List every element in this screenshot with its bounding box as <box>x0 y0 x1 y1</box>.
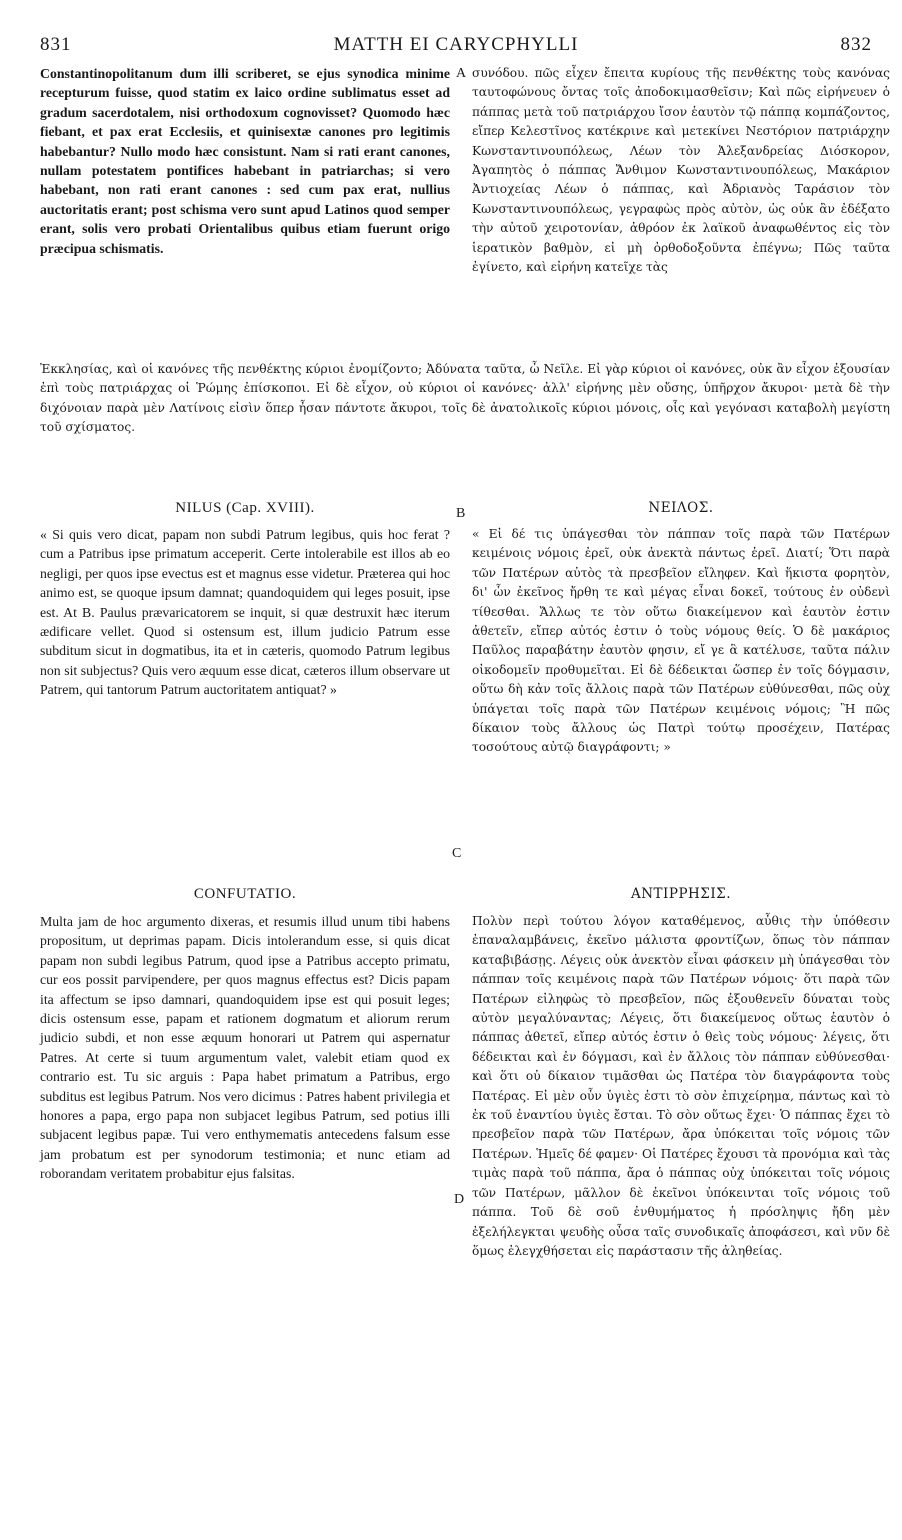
margin-marker-c: C <box>452 846 462 861</box>
running-title: MATTH EI CARYCPHYLLI <box>333 34 579 55</box>
margin-marker-b: B <box>456 506 466 521</box>
nilus-heading-greek: ΝΕΙΛΟΣ. <box>648 500 714 516</box>
confutatio-heading-greek: ΑΝΤΙΡΡΗΣΙΣ. <box>630 886 732 902</box>
greek-full-width-paragraph: Ἐκκλησίας, καὶ οἱ κανόνες τῆς πενθέκτης κύριοι ἐνομίζοντο; Ἀδύνατα ταῦτα, ὦ Νεῖλε. Εἰ γὰρ κύριοι οἱ κανόνες, οὐκ ἂν εἶχον ἐξουσίαν ἐπὶ τοὺς πατριάρχας οἱ Ῥώμης ἐπίσκοποι. Εἰ δὲ εἶχον, οὐ κύριοι οἱ κανόνες· ἀλλ' εἰρήνης μὲν οὔσης, ὑπῆρχον ἄκυροι· μετὰ δὲ τὴν διχόνοιαν παρὰ μὲν Λατίνοις εἰσὶν ὅπερ ἦσαν πάντοτε ἄκυροι, τοῖς δὲ ἀνατολικοῖς κύριοι μόνοις, οἷς καὶ γεγόνασι καταβολὴ μεγίστη τοῦ σχίσματος. <box>40 362 890 435</box>
page-number-left: 831 <box>40 34 72 55</box>
nilus-heading-latin: NILUS (Cap. XVIII). <box>175 500 315 516</box>
confutatio-latin-text: Multa jam de hoc argumento dixeras, et resumis illud unum tibi habens propositum, ut deprimas papam. Dicis intolerandum esse, si quis dicat papam non subdi legibus Patrum, quod ipse a Patribus accepto primatu, cur eos possit parvipendere, per quos magnus effectus est? Dicis papam ita affectum se ipso damnari, quandoquidem ipse est qui posuit leges; dicis ostensum esse, papam et rationem dogmatum et aliorum rerum judicio subdi, et non esse æquum honorari ut Patrem qui aspernatur Patres. At certe si tuum argumentum valet, valebit etiam quod ex contrario est. Tu sic arguis : Papa habet primatum a Patribus, ergo subditus est legibus Patrum. Nos vero dicimus : Patres habent privilegia et honores a papa, ergo papa non subjacet legibus Patrum, sed potius illi subjacent legibus papæ. Tui vero enthymematis antecedens falsum esse jam probatum est per synodorum testimonia; et nunc etiam ad roborandam veritatem probabitur ejus falsitas. <box>40 914 451 1182</box>
nilus-latin-text: « Si quis vero dicat, papam non subdi Patrum legibus, quis hoc ferat ? cum a Patribus ipse primatum acceperit. Certe intolerabile est illos ab eo negligi, per quos ipse evectus est et magnus esse videtur. Præterea qui hoc animo est, se quoque ipsum damnat; quandoquidem qui leges posuit, ipse est. At B. Paulus prævaricatorem se inquit, si quæ destruxit hæc iterum ædificare vellet. Quod si ostensum est, illum judicio Patrum esse subditum sicut in dogmatibus, ita et in cæteris, quomodo Patrum legibus non sit subjectus? Quis vero æquum esse dicat, cæteros illum observare ut Patrem, qui tantorum Patrum auctoritatem antiquat? » <box>40 527 450 698</box>
confutatio-heading-latin: CONFUTATIO. <box>193 886 297 902</box>
greek-continuation-paragraph: συνόδου. πῶς εἶχεν ἔπειτα κυρίους τῆς πενθέκτης τοὺς κανόνας ταυτοφώνους ὄντας τοῖς ἀποδοκιμασθεῖσιν; Καὶ πῶς εἰρήνευεν ὁ πάππας μετὰ τοῦ πατριάρχου ἴσον ἑαυτὸν τῷ πάππᾳ κομπάζοντος, εἴπερ Κελεστῖνος κατέκρινε καὶ μετεκίνει Νεστόριον πατριάρχην Κωνσταντινουπόλεως, Λέων τὸν Ἀλεξανδρείας Διόσκορον, Ἀγαπητὸς ὁ πάππας Ἄνθιμον Κωνσταντινουπόλεως, Μακάριον Ἀντιοχείας Λέων ὁ πάππας, καὶ Ἀδριανὸς Ταράσιον τὸν Κωνσταντινουπόλεως, γεγραφὼς πρὸς αὐτὸν, ὡς οὐκ ἂν ἐδέξατο τὴν αὐτοῦ χειροτονίαν, ἀθρόον ἐκ λαϊκοῦ ἀναφωθέντος εἰς τὸν ἱερατικὸν βαθμὸν, εἰ μὴ ὀρθοδοξοῦντα ἐπέγνω; Πῶς ταῦτα ἐγίνετο, καὶ εἰρήνη κατεῖχε τὰς <box>472 66 890 275</box>
confutatio-greek-text: Πολὺν περὶ τούτου λόγον καταθέμενος, αὖθις τὴν ὑπόθεσιν ἐπαναλαμβάνεις, ἐκεῖνο μάλιστα φροντίζων, ὅπως τὸν πάππαν καταβιβάσῃς. Λέγεις οὐκ ἀνεκτὸν εἶναι φάσκειν μὴ ὑπάγεσθαι τὸν πάππαν τοῖς κειμένοις παρὰ τῶν Πατέρων νόμοις· ὅτι παρὰ τῶν Πατέρων εἰληφὼς τὸ πρεσβεῖον, πῶς ἐξουθενεῖν δύναται τοὺς αὐτὸν μεγαλύναντας; Λέγεις, ὅτι διακείμενος οὕτως ἑαυτὸν ὁ πάππας ἀθετεῖ, εἴπερ αὐτός ἐστιν ὁ θεὶς τοὺς νόμους· λέγεις, ὅτι δέδεικται καὶ ἐν δόγμασι, καὶ ἐν ἄλλοις τὸν πάππαν εὐθύνεσθαι· καὶ ὅτι οὐ δίκαιον τιμᾶσθαι ὡς Πατέρα τὸν διαγράφοντα τοὺς Πατέρας. Εἰ μὲν οὖν ὑγιὲς ἐστι τὸ σὸν ἐπιχείρημα, πάντως καὶ τὸ ἐκ τοῦ ἐναντίου ὑγιὲς ἔσται. Τὸ σὸν οὕτως ἔχει· Ὁ πάππας ἔχει τὸ πρεσβεῖον παρὰ τῶν Πατέρων, ἄρα ὑπόκειται τοῖς νόμοις τῶν Πατέρων. Ἡμεῖς δέ φαμεν· Οἱ Πατέρες ἔχουσι τὰ προνόμια καὶ τὰς τιμὰς παρὰ τοῦ πάππα, ἄρα ὁ πάππας οὐχ ὑπόκειται τοῖς νόμοις τῶν Πατέρων, μᾶλλον δὲ ἐκεῖνοι ὑπόκεινται τοῖς νόμοις τοῦ πάππα. Τοῦ δὲ σοῦ ἐνθυμήματος ἡ πρόσληψις ἤδη μὲν ἐξελήλεγκται ψευδὴς οὖσα ταῖς συνοδικαῖς ἀποφάσεσι, καὶ νῦν δὲ ὅμως ἐλεγχθήσεται εἰς παράστασιν τῆς ἀληθείας. <box>472 914 890 1258</box>
margin-marker-d: D <box>454 1192 465 1207</box>
page-number-right: 832 <box>840 34 872 55</box>
running-header <box>40 34 872 58</box>
latin-continuation-paragraph: Constantinopolitanum dum illi scriberet, se ejus synodica minime recepturum fuisse, quod statim ex laico ordine sublimatus esset ad gradum sacerdotalem, nisi orthodoxum cognovisset? Quomodo hæc fiebant, et pax erat Ecclesiis, et quinisextæ canones pro legitimis habebantur? Nullo modo hæc consistunt. Nam si rati erant canones, nullam potestatem pontifices habebant in patriarchas; si vero habebant, non rati erant canones : sed cum pax erat, nullius auctoritatis erant; post schisma vero sunt apud Latinos quod semper erant, solis vero probati Orientalibus quibus etiam fuerunt origo præcipua schismatis. <box>40 66 450 256</box>
nilus-greek-text: « Εἰ δέ τις ὑπάγεσθαι τὸν πάππαν τοῖς παρὰ τῶν Πατέρων κειμένοις νόμοις ἐρεῖ, οὐκ ἀνεκτὰ πάντως ἐρεῖ. Διατί; Ὅτι παρὰ τῶν Πατέρων αὐτὸς τὰ πρεσβεῖον εἴληφεν. Καὶ ἥκιστα φορητὸν, δι' ὧν ἐκεῖνος ἤρθη τε καὶ μέγας εἶναι δοκεῖ, τούτους ἐν οὐδενὶ τίθεσθαι. Ἄλλως τε τὸν οὕτω διακείμενον καὶ ἑαυτὸν ἐστιν ἀθετεῖν, εἴπερ αὐτός ἐστιν ὁ τοὺς νόμους θείς. Ὁ δὲ μακάριος Παῦλος παραβάτην ἑαυτὸν φησιν, εἴ γε ἃ κατέλυσε, ταῦτα πάλιν οἰκοδομεῖν προθυμεῖται. Εἰ δὲ δέδεικται ὥσπερ ἐν τοῖς δόγμασιν, οὕτω δὴ κἀν τοῖς ἄλλοις παρὰ τῶν Πατέρων εὐθύνεσθαι, πῶς οὐχ ὑπάγεται τοῖς παρὰ τῶν Πατέρων κειμένοις νόμοις; Ἢ πῶς δίκαιον τοὺς ἄλλους ὡς Πατρὶ τούτῳ προσέχειν, Πατέρας τοσούτους αὐτῷ διαγράφοντι; » <box>472 527 890 755</box>
margin-marker-a: A <box>456 66 467 81</box>
